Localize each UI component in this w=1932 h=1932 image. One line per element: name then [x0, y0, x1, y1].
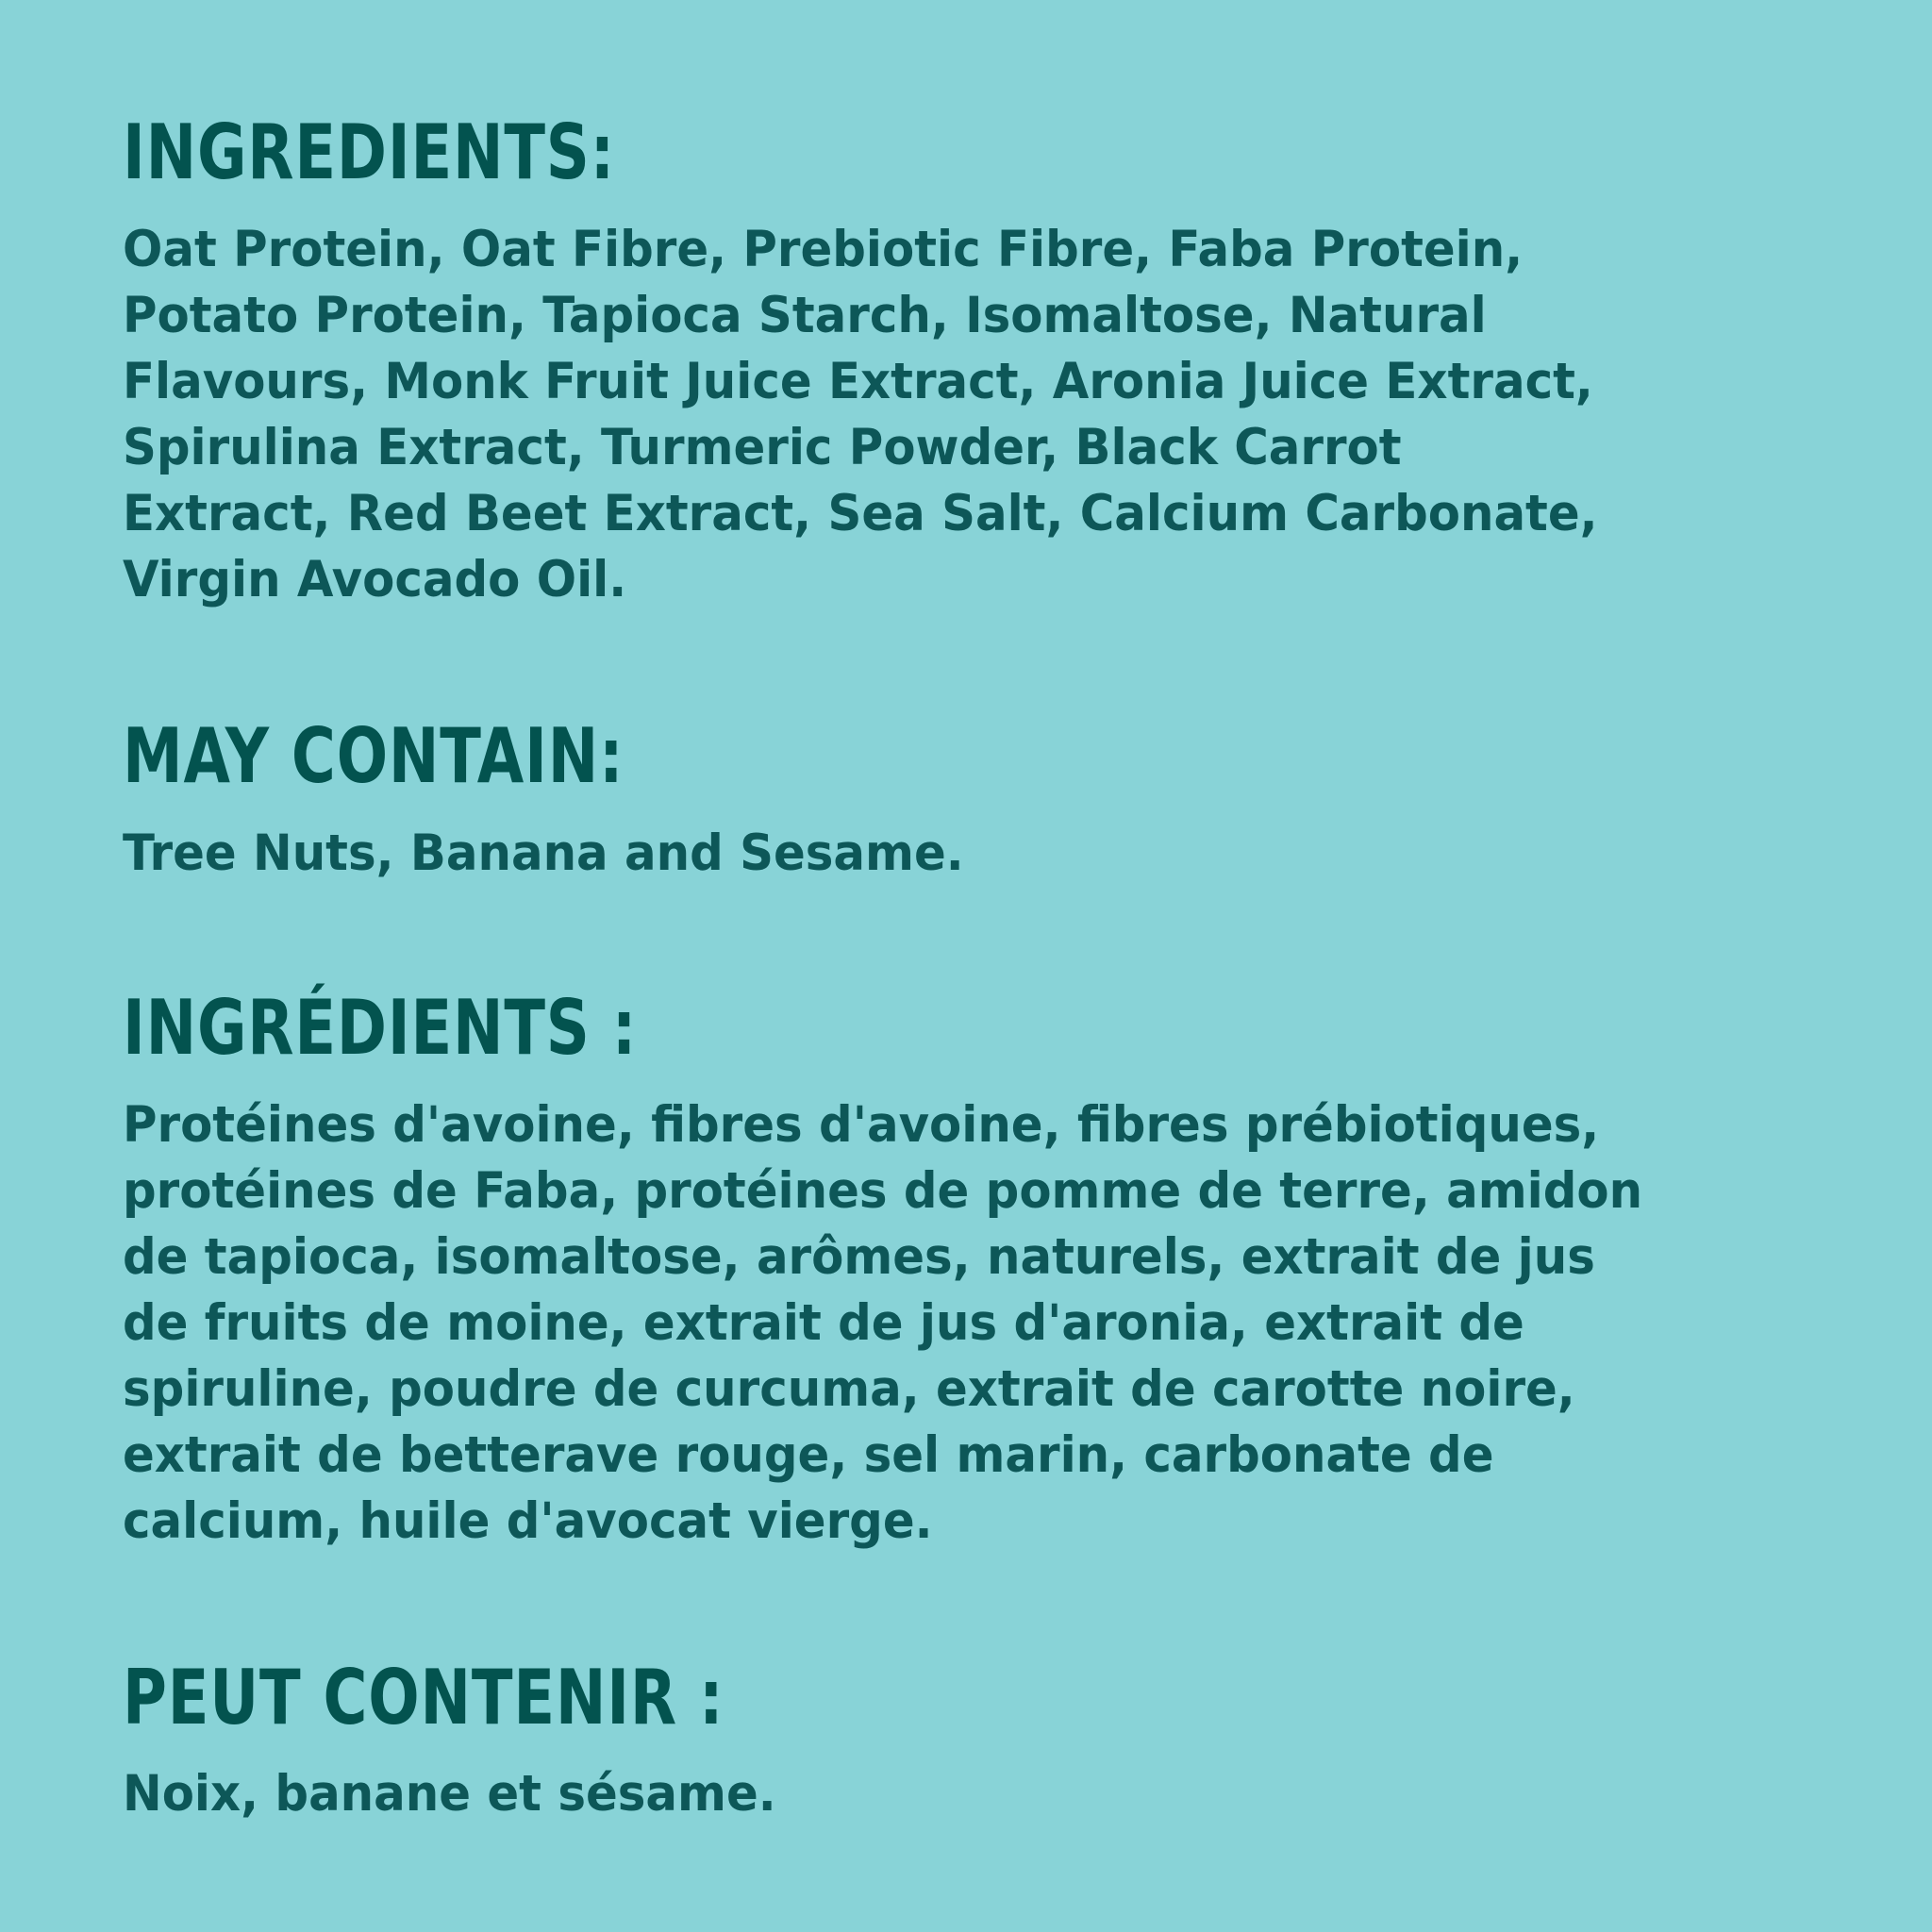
ingredients-heading-en: INGREDIENTS:	[123, 108, 616, 196]
ingredients-heading-fr: INGRÉDIENTS :	[123, 984, 638, 1072]
ingredients-list-en: Oat Protein, Oat Fibre, Prebiotic Fibre, Faba Protein, Potato Protein, Tapioca Starch, Isomaltose, Natural Flavours, Monk Fruit Juice Extract, Aronia Juice Extract, Spirulina Extract, Turmeric Powder, Black Carrot Extract, Red Beet Extract, Sea Salt, Calcium Carbonate, Virgin Avocado Oil.	[123, 221, 1598, 608]
may-contain-list-fr: Noix, banane et sésame.	[123, 1765, 776, 1823]
may-contain-heading-fr: PEUT CONTENIR :	[123, 1654, 724, 1741]
may-contain-heading-en: MAY CONTAIN:	[123, 712, 625, 800]
may-contain-list-en: Tree Nuts, Banana and Sesame.	[123, 824, 964, 882]
ingredients-list-fr: Protéines d'avoine, fibres d'avoine, fibres prébiotiques, protéines de Faba, protéines de pomme de terre, amidon de tapioca, isomaltose, arômes, naturels, extrait de jus de fruits de moine, extrait de jus d'aronia, extrait de spiruline, poudre de curcuma, extrait de carotte noire, extrait de betterave rouge, sel marin, carbonate de calcium, huile d'avocat vierge.	[123, 1096, 1643, 1550]
ingredients-panel	[123, 0, 1821, 1932]
